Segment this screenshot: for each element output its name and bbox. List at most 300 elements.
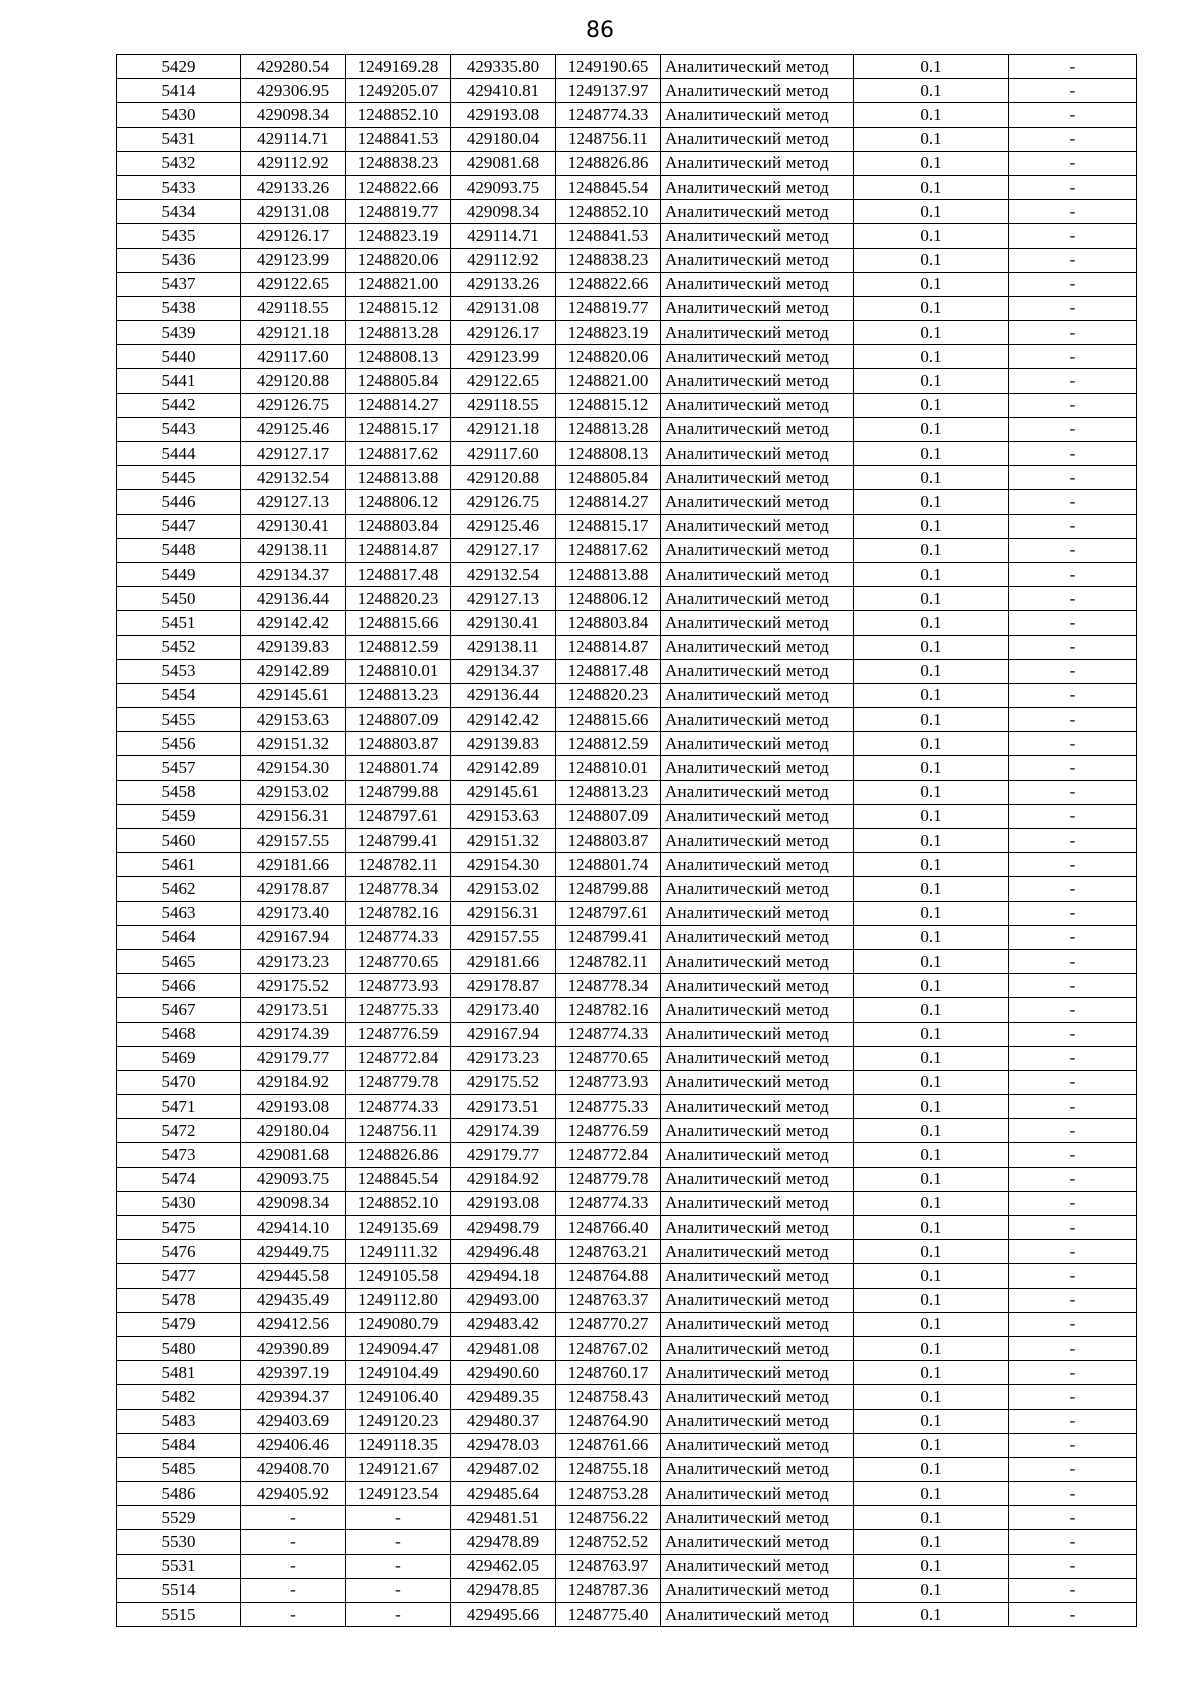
- x-old-cell: 429136.44: [241, 587, 346, 611]
- x-old-cell: 429193.08: [241, 1095, 346, 1119]
- y-old-cell: 1248810.01: [346, 659, 451, 683]
- note-cell: -: [1009, 804, 1137, 828]
- x-old-cell: 429175.52: [241, 974, 346, 998]
- point-number-cell: 5441: [117, 369, 241, 393]
- method-cell: Аналитический метод: [661, 1143, 854, 1167]
- y-new-cell: 1248813.88: [556, 562, 661, 586]
- y-old-cell: 1249112.80: [346, 1288, 451, 1312]
- method-cell: Аналитический метод: [661, 708, 854, 732]
- accuracy-cell: 0.1: [854, 1143, 1009, 1167]
- accuracy-cell: 0.1: [854, 804, 1009, 828]
- method-cell: Аналитический метод: [661, 1336, 854, 1360]
- note-cell: -: [1009, 611, 1137, 635]
- accuracy-cell: 0.1: [854, 756, 1009, 780]
- accuracy-cell: 0.1: [854, 1506, 1009, 1530]
- x-new-cell: 429490.60: [451, 1361, 556, 1385]
- table-row: [117, 635, 1137, 659]
- x-old-cell: 429408.70: [241, 1457, 346, 1481]
- table-row: [117, 1095, 1137, 1119]
- table-row: [117, 79, 1137, 103]
- point-number-cell: 5461: [117, 853, 241, 877]
- note-cell: -: [1009, 1361, 1137, 1385]
- accuracy-cell: 0.1: [854, 272, 1009, 296]
- x-new-cell: 429157.55: [451, 925, 556, 949]
- y-new-cell: 1248782.11: [556, 949, 661, 973]
- accuracy-cell: 0.1: [854, 417, 1009, 441]
- accuracy-cell: 0.1: [854, 853, 1009, 877]
- method-cell: Аналитический метод: [661, 127, 854, 151]
- point-number-cell: 5478: [117, 1288, 241, 1312]
- y-new-cell: 1248763.21: [556, 1240, 661, 1264]
- y-old-cell: 1248815.66: [346, 611, 451, 635]
- y-old-cell: 1249135.69: [346, 1216, 451, 1240]
- x-new-cell: 429131.08: [451, 296, 556, 320]
- accuracy-cell: 0.1: [854, 1603, 1009, 1627]
- x-new-cell: 429153.02: [451, 877, 556, 901]
- x-new-cell: 429098.34: [451, 200, 556, 224]
- x-old-cell: 429138.11: [241, 538, 346, 562]
- note-cell: -: [1009, 708, 1137, 732]
- method-cell: Аналитический метод: [661, 296, 854, 320]
- table-row: [117, 1240, 1137, 1264]
- x-old-cell: 429081.68: [241, 1143, 346, 1167]
- y-new-cell: 1248819.77: [556, 296, 661, 320]
- x-new-cell: 429494.18: [451, 1264, 556, 1288]
- method-cell: Аналитический метод: [661, 442, 854, 466]
- method-cell: Аналитический метод: [661, 175, 854, 199]
- accuracy-cell: 0.1: [854, 877, 1009, 901]
- table-row: [117, 1361, 1137, 1385]
- accuracy-cell: 0.1: [854, 635, 1009, 659]
- x-new-cell: 429117.60: [451, 442, 556, 466]
- y-new-cell: 1248775.33: [556, 1095, 661, 1119]
- x-old-cell: 429126.17: [241, 224, 346, 248]
- x-old-cell: 429131.08: [241, 200, 346, 224]
- y-new-cell: 1248812.59: [556, 732, 661, 756]
- y-new-cell: 1248821.00: [556, 369, 661, 393]
- note-cell: -: [1009, 925, 1137, 949]
- note-cell: -: [1009, 248, 1137, 272]
- table-row: [117, 200, 1137, 224]
- x-old-cell: 429142.42: [241, 611, 346, 635]
- x-old-cell: 429174.39: [241, 1022, 346, 1046]
- y-old-cell: 1248823.19: [346, 224, 451, 248]
- y-new-cell: 1248775.40: [556, 1603, 661, 1627]
- method-cell: Аналитический метод: [661, 1530, 854, 1554]
- note-cell: -: [1009, 321, 1137, 345]
- method-cell: Аналитический метод: [661, 248, 854, 272]
- method-cell: Аналитический метод: [661, 1022, 854, 1046]
- accuracy-cell: 0.1: [854, 949, 1009, 973]
- method-cell: Аналитический метод: [661, 393, 854, 417]
- accuracy-cell: 0.1: [854, 200, 1009, 224]
- accuracy-cell: 0.1: [854, 79, 1009, 103]
- method-cell: Аналитический метод: [661, 1385, 854, 1409]
- y-old-cell: -: [346, 1603, 451, 1627]
- y-new-cell: 1248758.43: [556, 1385, 661, 1409]
- y-new-cell: 1248813.23: [556, 780, 661, 804]
- table-row: [117, 1046, 1137, 1070]
- method-cell: Аналитический метод: [661, 1506, 854, 1530]
- method-cell: Аналитический метод: [661, 732, 854, 756]
- x-new-cell: 429179.77: [451, 1143, 556, 1167]
- table-row: [117, 393, 1137, 417]
- x-new-cell: 429081.68: [451, 151, 556, 175]
- y-old-cell: 1248803.84: [346, 514, 451, 538]
- x-old-cell: 429118.55: [241, 296, 346, 320]
- y-old-cell: -: [346, 1506, 451, 1530]
- y-old-cell: 1248845.54: [346, 1167, 451, 1191]
- x-new-cell: 429120.88: [451, 466, 556, 490]
- x-old-cell: 429133.26: [241, 175, 346, 199]
- method-cell: Аналитический метод: [661, 1433, 854, 1457]
- note-cell: -: [1009, 466, 1137, 490]
- y-new-cell: 1248773.93: [556, 1070, 661, 1094]
- point-number-cell: 5438: [117, 296, 241, 320]
- x-new-cell: 429167.94: [451, 1022, 556, 1046]
- method-cell: Аналитический метод: [661, 1409, 854, 1433]
- x-new-cell: 429478.85: [451, 1578, 556, 1602]
- x-old-cell: 429178.87: [241, 877, 346, 901]
- y-old-cell: 1249118.35: [346, 1433, 451, 1457]
- table-row: [117, 780, 1137, 804]
- note-cell: -: [1009, 538, 1137, 562]
- table-row: [117, 732, 1137, 756]
- method-cell: Аналитический метод: [661, 804, 854, 828]
- y-new-cell: 1248838.23: [556, 248, 661, 272]
- note-cell: -: [1009, 562, 1137, 586]
- y-new-cell: 1248801.74: [556, 853, 661, 877]
- y-old-cell: 1248812.59: [346, 635, 451, 659]
- y-new-cell: 1248814.87: [556, 635, 661, 659]
- note-cell: -: [1009, 877, 1137, 901]
- note-cell: -: [1009, 1578, 1137, 1602]
- point-number-cell: 5431: [117, 127, 241, 151]
- x-new-cell: 429125.46: [451, 514, 556, 538]
- note-cell: -: [1009, 1554, 1137, 1578]
- point-number-cell: 5433: [117, 175, 241, 199]
- x-old-cell: 429151.32: [241, 732, 346, 756]
- method-cell: Аналитический метод: [661, 1046, 854, 1070]
- accuracy-cell: 0.1: [854, 611, 1009, 635]
- table-row: [117, 1264, 1137, 1288]
- x-new-cell: 429156.31: [451, 901, 556, 925]
- note-cell: -: [1009, 1216, 1137, 1240]
- point-number-cell: 5430: [117, 103, 241, 127]
- x-new-cell: 429478.03: [451, 1433, 556, 1457]
- y-old-cell: 1248852.10: [346, 1191, 451, 1215]
- x-old-cell: -: [241, 1506, 346, 1530]
- note-cell: -: [1009, 1506, 1137, 1530]
- y-new-cell: 1248772.84: [556, 1143, 661, 1167]
- x-new-cell: 429410.81: [451, 79, 556, 103]
- y-old-cell: 1248772.84: [346, 1046, 451, 1070]
- accuracy-cell: 0.1: [854, 925, 1009, 949]
- note-cell: -: [1009, 1409, 1137, 1433]
- table-row: [117, 1167, 1137, 1191]
- y-new-cell: 1248822.66: [556, 272, 661, 296]
- x-old-cell: 429127.13: [241, 490, 346, 514]
- y-old-cell: 1248803.87: [346, 732, 451, 756]
- table-row: [117, 877, 1137, 901]
- accuracy-cell: 0.1: [854, 587, 1009, 611]
- accuracy-cell: 0.1: [854, 175, 1009, 199]
- table-row: [117, 1603, 1137, 1627]
- y-new-cell: 1248774.33: [556, 1191, 661, 1215]
- x-new-cell: 429480.37: [451, 1409, 556, 1433]
- y-old-cell: 1248815.17: [346, 417, 451, 441]
- x-new-cell: 429335.80: [451, 55, 556, 79]
- table-row: [117, 611, 1137, 635]
- y-new-cell: 1249137.97: [556, 79, 661, 103]
- table-row: [117, 659, 1137, 683]
- x-old-cell: 429173.40: [241, 901, 346, 925]
- x-new-cell: 429133.26: [451, 272, 556, 296]
- point-number-cell: 5483: [117, 1409, 241, 1433]
- table-row: [117, 1216, 1137, 1240]
- x-new-cell: 429184.92: [451, 1167, 556, 1191]
- note-cell: -: [1009, 1385, 1137, 1409]
- method-cell: Аналитический метод: [661, 611, 854, 635]
- point-number-cell: 5467: [117, 998, 241, 1022]
- accuracy-cell: 0.1: [854, 732, 1009, 756]
- accuracy-cell: 0.1: [854, 1482, 1009, 1506]
- point-number-cell: 5484: [117, 1433, 241, 1457]
- y-old-cell: -: [346, 1530, 451, 1554]
- accuracy-cell: 0.1: [854, 708, 1009, 732]
- table-row: [117, 1506, 1137, 1530]
- x-new-cell: 429139.83: [451, 732, 556, 756]
- method-cell: Аналитический метод: [661, 635, 854, 659]
- table-row: [117, 417, 1137, 441]
- method-cell: Аналитический метод: [661, 490, 854, 514]
- note-cell: -: [1009, 442, 1137, 466]
- note-cell: -: [1009, 490, 1137, 514]
- note-cell: -: [1009, 1288, 1137, 1312]
- accuracy-cell: 0.1: [854, 127, 1009, 151]
- note-cell: -: [1009, 659, 1137, 683]
- x-old-cell: 429120.88: [241, 369, 346, 393]
- point-number-cell: 5480: [117, 1336, 241, 1360]
- y-new-cell: 1248845.54: [556, 175, 661, 199]
- y-old-cell: 1248806.12: [346, 490, 451, 514]
- x-old-cell: -: [241, 1578, 346, 1602]
- x-old-cell: 429180.04: [241, 1119, 346, 1143]
- x-new-cell: 429175.52: [451, 1070, 556, 1094]
- x-new-cell: 429489.35: [451, 1385, 556, 1409]
- note-cell: -: [1009, 853, 1137, 877]
- method-cell: Аналитический метод: [661, 562, 854, 586]
- point-number-cell: 5465: [117, 949, 241, 973]
- y-old-cell: 1248774.33: [346, 1095, 451, 1119]
- y-new-cell: 1248841.53: [556, 224, 661, 248]
- table-row: [117, 151, 1137, 175]
- y-old-cell: 1248776.59: [346, 1022, 451, 1046]
- y-old-cell: 1248813.28: [346, 321, 451, 345]
- note-cell: -: [1009, 514, 1137, 538]
- table-row: [117, 1119, 1137, 1143]
- point-number-cell: 5529: [117, 1506, 241, 1530]
- note-cell: -: [1009, 1240, 1137, 1264]
- y-new-cell: 1248767.02: [556, 1336, 661, 1360]
- y-old-cell: 1248774.33: [346, 925, 451, 949]
- accuracy-cell: 0.1: [854, 974, 1009, 998]
- table-row: [117, 103, 1137, 127]
- x-new-cell: 429462.05: [451, 1554, 556, 1578]
- method-cell: Аналитический метод: [661, 466, 854, 490]
- x-old-cell: 429142.89: [241, 659, 346, 683]
- x-new-cell: 429136.44: [451, 683, 556, 707]
- x-new-cell: 429142.42: [451, 708, 556, 732]
- accuracy-cell: 0.1: [854, 442, 1009, 466]
- accuracy-cell: 0.1: [854, 1095, 1009, 1119]
- y-old-cell: 1248797.61: [346, 804, 451, 828]
- note-cell: -: [1009, 1530, 1137, 1554]
- point-number-cell: 5468: [117, 1022, 241, 1046]
- method-cell: Аналитический метод: [661, 151, 854, 175]
- point-number-cell: 5476: [117, 1240, 241, 1264]
- point-number-cell: 5472: [117, 1119, 241, 1143]
- method-cell: Аналитический метод: [661, 79, 854, 103]
- note-cell: -: [1009, 224, 1137, 248]
- point-number-cell: 5485: [117, 1457, 241, 1481]
- x-new-cell: 429151.32: [451, 829, 556, 853]
- accuracy-cell: 0.1: [854, 490, 1009, 514]
- point-number-cell: 5434: [117, 200, 241, 224]
- method-cell: Аналитический метод: [661, 587, 854, 611]
- y-new-cell: 1248766.40: [556, 1216, 661, 1240]
- point-number-cell: 5475: [117, 1216, 241, 1240]
- accuracy-cell: 0.1: [854, 562, 1009, 586]
- table-body: [117, 55, 1137, 1627]
- y-old-cell: 1248782.16: [346, 901, 451, 925]
- point-number-cell: 5442: [117, 393, 241, 417]
- table-row: [117, 1385, 1137, 1409]
- accuracy-cell: 0.1: [854, 829, 1009, 853]
- x-new-cell: 429483.42: [451, 1312, 556, 1336]
- table-row: [117, 1482, 1137, 1506]
- accuracy-cell: 0.1: [854, 1433, 1009, 1457]
- y-new-cell: 1248808.13: [556, 442, 661, 466]
- note-cell: -: [1009, 1167, 1137, 1191]
- accuracy-cell: 0.1: [854, 248, 1009, 272]
- x-new-cell: 429496.48: [451, 1240, 556, 1264]
- note-cell: -: [1009, 1336, 1137, 1360]
- table-row: [117, 925, 1137, 949]
- point-number-cell: 5449: [117, 562, 241, 586]
- y-new-cell: 1248817.62: [556, 538, 661, 562]
- x-new-cell: 429481.08: [451, 1336, 556, 1360]
- method-cell: Аналитический метод: [661, 1240, 854, 1264]
- note-cell: -: [1009, 200, 1137, 224]
- note-cell: -: [1009, 780, 1137, 804]
- x-old-cell: 429406.46: [241, 1433, 346, 1457]
- x-old-cell: 429093.75: [241, 1167, 346, 1191]
- method-cell: Аналитический метод: [661, 1603, 854, 1627]
- x-new-cell: 429181.66: [451, 949, 556, 973]
- y-old-cell: 1248821.00: [346, 272, 451, 296]
- y-old-cell: 1248779.78: [346, 1070, 451, 1094]
- point-number-cell: 5456: [117, 732, 241, 756]
- table-row: [117, 224, 1137, 248]
- x-old-cell: 429139.83: [241, 635, 346, 659]
- accuracy-cell: 0.1: [854, 1578, 1009, 1602]
- accuracy-cell: 0.1: [854, 1191, 1009, 1215]
- note-cell: -: [1009, 345, 1137, 369]
- y-new-cell: 1248787.36: [556, 1578, 661, 1602]
- method-cell: Аналитический метод: [661, 1578, 854, 1602]
- point-number-cell: 5452: [117, 635, 241, 659]
- x-new-cell: 429114.71: [451, 224, 556, 248]
- accuracy-cell: 0.1: [854, 466, 1009, 490]
- y-new-cell: 1248756.22: [556, 1506, 661, 1530]
- point-number-cell: 5462: [117, 877, 241, 901]
- method-cell: Аналитический метод: [661, 1554, 854, 1578]
- accuracy-cell: 0.1: [854, 1240, 1009, 1264]
- x-old-cell: 429126.75: [241, 393, 346, 417]
- table-row: [117, 1336, 1137, 1360]
- y-new-cell: 1248815.66: [556, 708, 661, 732]
- point-number-cell: 5486: [117, 1482, 241, 1506]
- point-number-cell: 5471: [117, 1095, 241, 1119]
- x-new-cell: 429132.54: [451, 562, 556, 586]
- note-cell: -: [1009, 1603, 1137, 1627]
- point-number-cell: 5440: [117, 345, 241, 369]
- accuracy-cell: 0.1: [854, 1312, 1009, 1336]
- x-old-cell: 429181.66: [241, 853, 346, 877]
- table-row: [117, 1578, 1137, 1602]
- point-number-cell: 5436: [117, 248, 241, 272]
- y-old-cell: 1249111.32: [346, 1240, 451, 1264]
- note-cell: -: [1009, 369, 1137, 393]
- note-cell: -: [1009, 732, 1137, 756]
- x-old-cell: 429449.75: [241, 1240, 346, 1264]
- x-new-cell: 429493.00: [451, 1288, 556, 1312]
- table-row: [117, 296, 1137, 320]
- y-old-cell: 1248852.10: [346, 103, 451, 127]
- note-cell: -: [1009, 127, 1137, 151]
- point-number-cell: 5469: [117, 1046, 241, 1070]
- table-row: [117, 562, 1137, 586]
- accuracy-cell: 0.1: [854, 1288, 1009, 1312]
- table-row: [117, 490, 1137, 514]
- x-new-cell: 429153.63: [451, 804, 556, 828]
- method-cell: Аналитический метод: [661, 998, 854, 1022]
- point-number-cell: 5454: [117, 683, 241, 707]
- method-cell: Аналитический метод: [661, 272, 854, 296]
- x-old-cell: -: [241, 1554, 346, 1578]
- method-cell: Аналитический метод: [661, 514, 854, 538]
- y-new-cell: 1248807.09: [556, 804, 661, 828]
- point-number-cell: 5450: [117, 587, 241, 611]
- x-new-cell: 429121.18: [451, 417, 556, 441]
- table-row: [117, 1070, 1137, 1094]
- x-old-cell: 429098.34: [241, 1191, 346, 1215]
- table-row: [117, 466, 1137, 490]
- table-row: [117, 345, 1137, 369]
- x-new-cell: 429173.23: [451, 1046, 556, 1070]
- method-cell: Аналитический метод: [661, 1482, 854, 1506]
- accuracy-cell: 0.1: [854, 1070, 1009, 1094]
- accuracy-cell: 0.1: [854, 901, 1009, 925]
- table-row: [117, 804, 1137, 828]
- y-old-cell: 1249205.07: [346, 79, 451, 103]
- x-old-cell: 429134.37: [241, 562, 346, 586]
- point-number-cell: 5482: [117, 1385, 241, 1409]
- x-old-cell: 429405.92: [241, 1482, 346, 1506]
- accuracy-cell: 0.1: [854, 1409, 1009, 1433]
- accuracy-cell: 0.1: [854, 224, 1009, 248]
